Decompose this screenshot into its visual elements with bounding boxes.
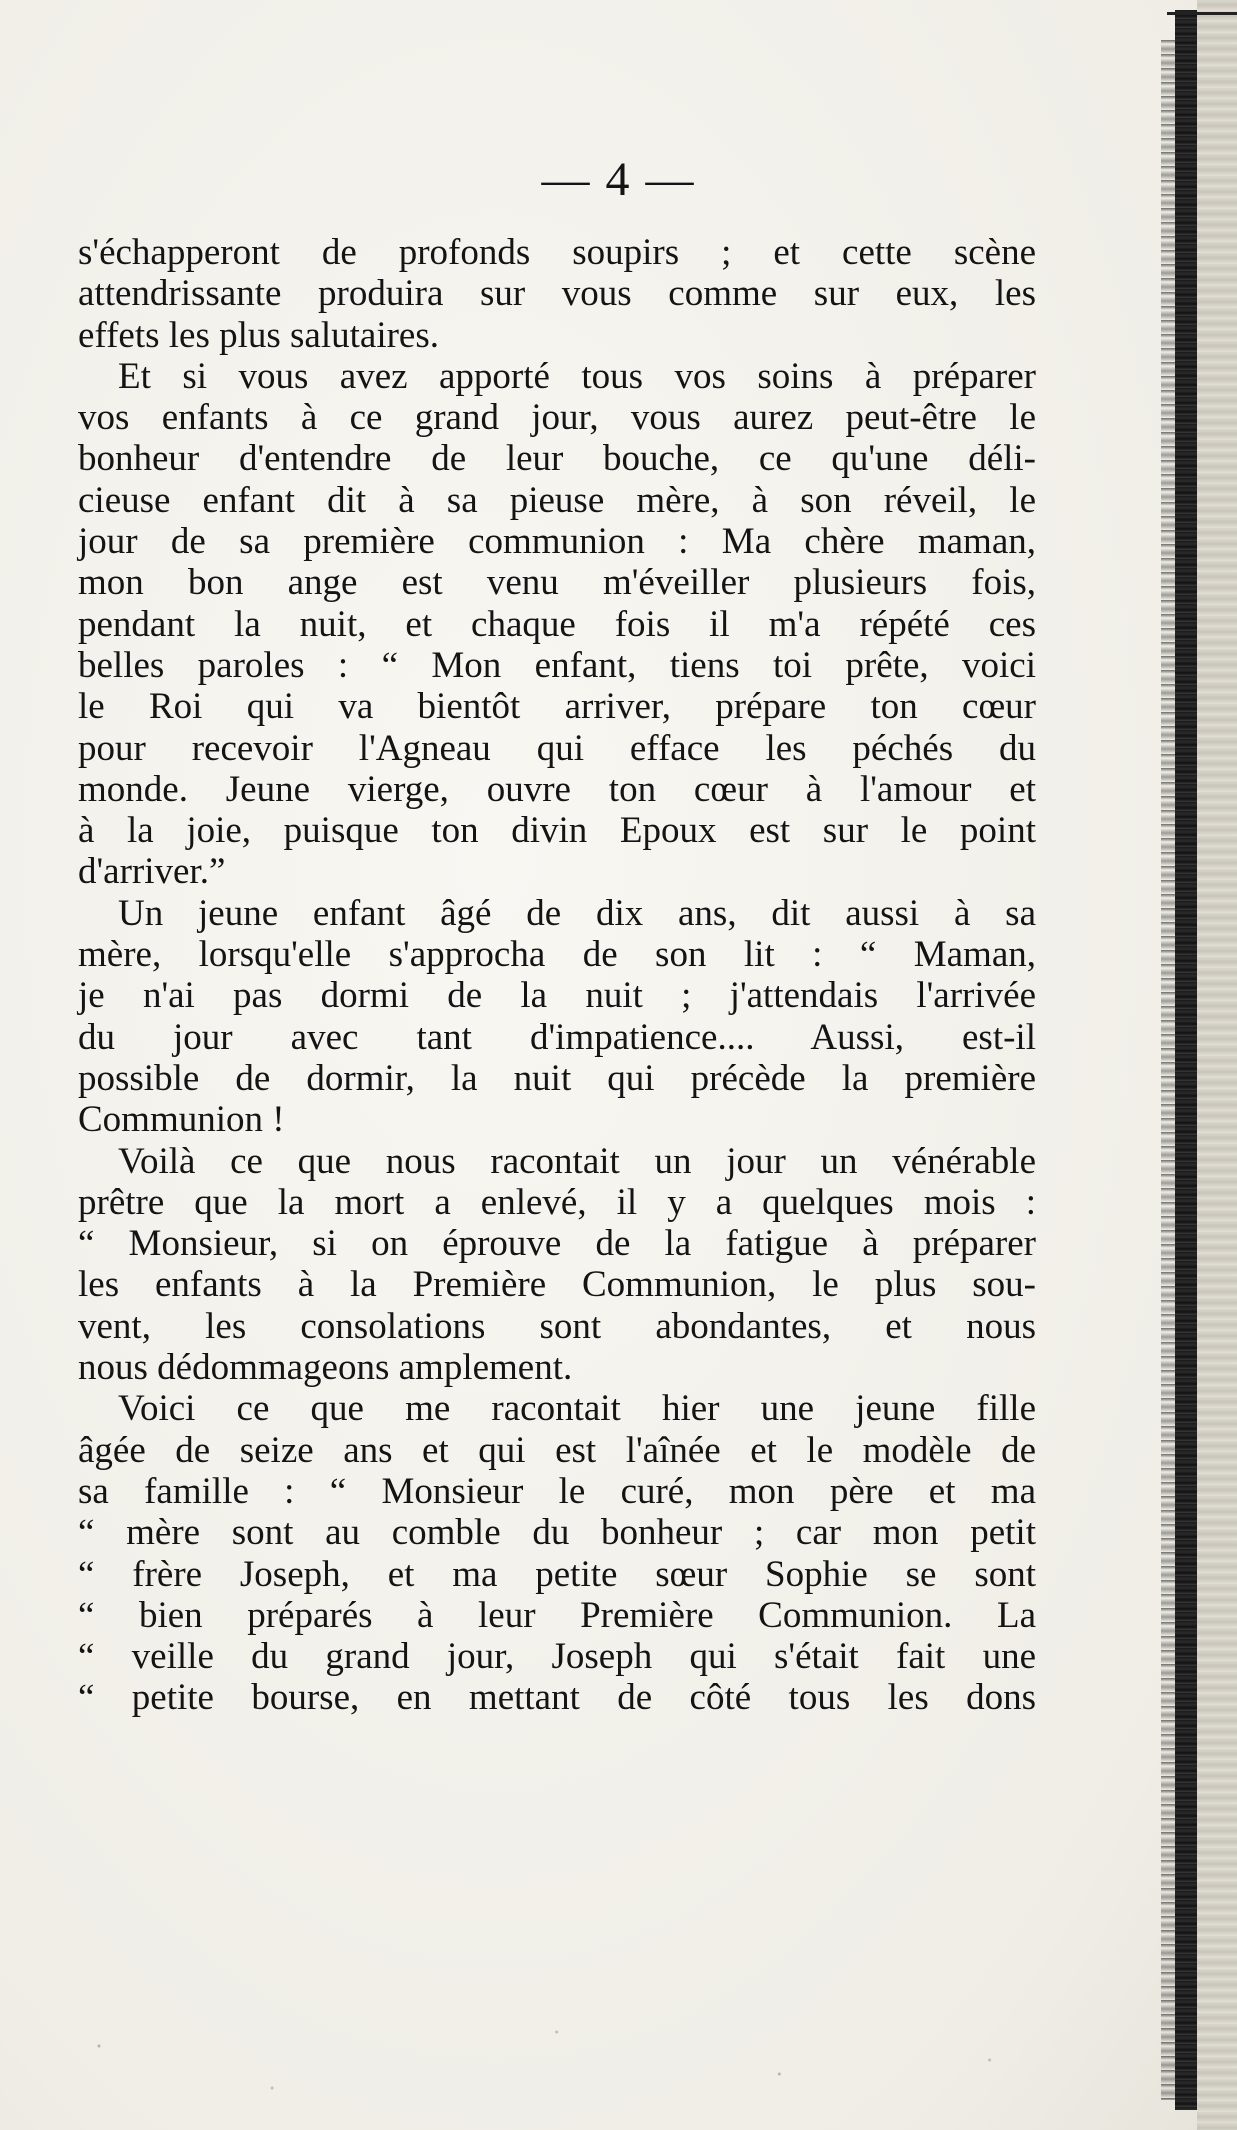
text-line: d'arriver.” bbox=[78, 851, 226, 893]
text-line: Voilà ce que nous racontait un jour un vénérable bbox=[118, 1140, 1036, 1182]
text-line: belles paroles : “ Mon enfant, tiens toi prête, voici bbox=[78, 644, 1036, 686]
text-line: cieuse enfant dit à sa pieuse mère, à son réveil, le bbox=[78, 479, 1036, 521]
text-line: prêtre que la mort a enlevé, il y a quelques mois : bbox=[78, 1181, 1036, 1223]
text-line: Un jeune enfant âgé de dix ans, dit aussi à sa bbox=[118, 892, 1036, 934]
text-line: effets les plus salutaires. bbox=[78, 314, 440, 356]
text-line: je n'ai pas dormi de la nuit ; j'attendais l'arrivée bbox=[78, 975, 1036, 1017]
text-line: monde. Jeune vierge, ouvre ton cœur à l'amour et bbox=[78, 768, 1036, 810]
text-line: “ mère sont au comble du bonheur ; car mon petit bbox=[78, 1512, 1036, 1554]
text-line: s'échapperont de profonds soupirs ; et cette scène bbox=[78, 232, 1036, 273]
text-line: vent, les consolations sont abondantes, et nous bbox=[78, 1305, 1036, 1347]
page-number: — 4 — bbox=[541, 153, 696, 206]
text-line: du jour avec tant d'impatience.... Aussi, est-il bbox=[78, 1016, 1036, 1058]
text-line: pendant la nuit, et chaque fois il m'a répété ces bbox=[78, 603, 1036, 645]
text-line: pour recevoir l'Agneau qui efface les péchés du bbox=[78, 727, 1036, 769]
text-line: jour de sa première communion : Ma chère maman, bbox=[78, 521, 1036, 563]
book-binding bbox=[1175, 10, 1197, 2110]
text-line: sa famille : “ Monsieur le curé, mon père et ma bbox=[78, 1470, 1036, 1512]
text-line: le Roi qui va bientôt arriver, prépare ton cœur bbox=[78, 686, 1036, 728]
text-line: Et si vous avez apporté tous vos soins à préparer bbox=[118, 355, 1036, 397]
text-line: “ petite bourse, en mettant de côté tous les dons bbox=[78, 1677, 1036, 1719]
binding-shadow bbox=[1161, 40, 1175, 2100]
text-line: “ veille du grand jour, Joseph qui s'était fait une bbox=[78, 1636, 1036, 1678]
paper-specks bbox=[0, 1990, 1237, 2130]
text-line: possible de dormir, la nuit qui précède la première bbox=[78, 1057, 1036, 1099]
text-line: “ bien préparés à leur Première Communion. La bbox=[78, 1594, 1036, 1636]
text-line: nous dédommageons amplement. bbox=[78, 1347, 573, 1389]
text-line: vos enfants à ce grand jour, vous aurez peut-être le bbox=[78, 397, 1036, 439]
text-line: à la joie, puisque ton divin Epoux est sur le point bbox=[78, 810, 1036, 852]
text-line: mère, lorsqu'elle s'approcha de son lit : “ Maman, bbox=[78, 934, 1036, 976]
text-line: bonheur d'entendre de leur bouche, ce qu'une déli- bbox=[78, 438, 1036, 480]
text-line: mon bon ange est venu m'éveiller plusieurs fois, bbox=[78, 562, 1036, 604]
text-line: âgée de seize ans et qui est l'aînée et le modèle de bbox=[78, 1429, 1036, 1471]
top-corner-rule bbox=[1167, 12, 1237, 15]
text-line: Voici ce que me racontait hier une jeune fille bbox=[118, 1388, 1036, 1430]
text-line: “ Monsieur, si on éprouve de la fatigue à préparer bbox=[78, 1223, 1036, 1265]
text-line: “ frère Joseph, et ma petite sœur Sophie se sont bbox=[78, 1553, 1036, 1595]
text-line: Communion ! bbox=[78, 1099, 285, 1141]
text-line: attendrissante produira sur vous comme sur eux, les bbox=[78, 273, 1036, 315]
page-edge-strip bbox=[1197, 0, 1237, 2130]
body-text bbox=[78, 232, 1036, 1719]
text-line: les enfants à la Première Communion, le plus sou- bbox=[78, 1264, 1036, 1306]
